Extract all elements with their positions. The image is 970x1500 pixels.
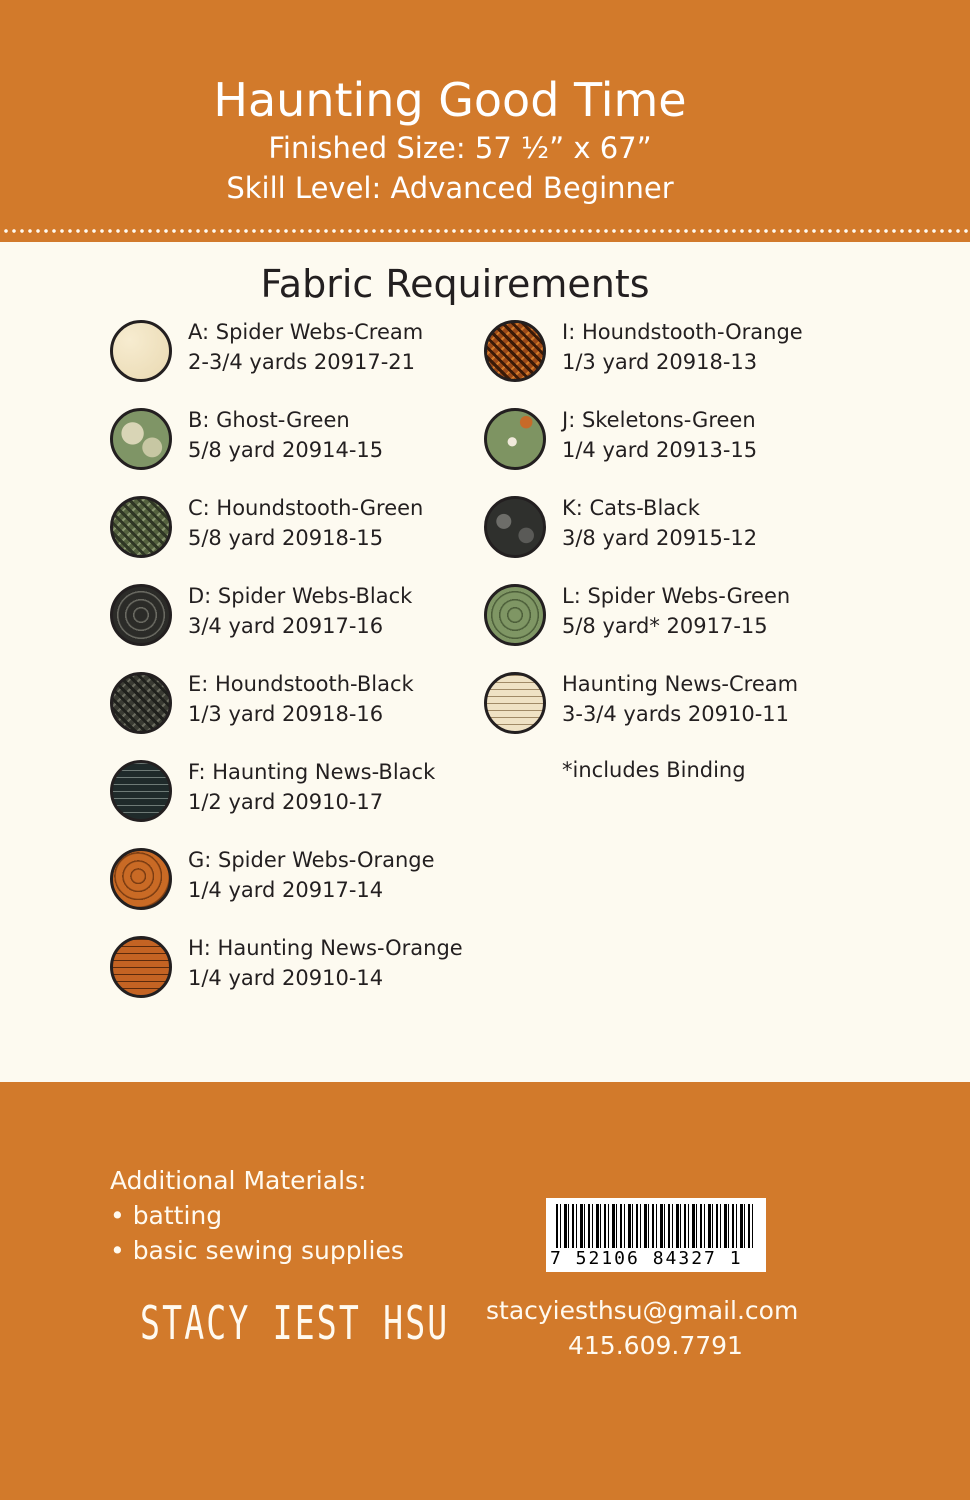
fabric-name: I: Houndstooth-Orange <box>562 320 803 344</box>
barcode-bars <box>556 1204 756 1248</box>
pattern-title: Haunting Good Time <box>213 73 687 127</box>
fabric-requirements-heading: Fabric Requirements <box>260 262 650 306</box>
fabric-name: F: Haunting News-Black <box>188 760 436 784</box>
fabric-swatch-icon <box>484 584 546 646</box>
dotted-divider-top <box>0 228 970 234</box>
contact-phone[interactable]: 415.609.7791 <box>568 1331 743 1360</box>
fabric-name: G: Spider Webs-Orange <box>188 848 435 872</box>
material-item: • basic sewing supplies <box>110 1236 404 1265</box>
skill-level: Skill Level: Advanced Beginner <box>226 171 674 205</box>
fabric-requirements-panel <box>0 242 970 1082</box>
fabric-swatch-icon <box>110 320 172 382</box>
additional-materials-title: Additional Materials: <box>110 1166 367 1195</box>
fabric-quantity: 1/4 yard 20913-15 <box>562 438 758 462</box>
fabric-name: Haunting News-Cream <box>562 672 799 696</box>
fabric-quantity: 3-3/4 yards 20910-11 <box>562 702 790 726</box>
fabric-name: L: Spider Webs-Green <box>562 584 791 608</box>
barcode <box>546 1198 766 1272</box>
barcode-digits: 7 52106 84327 1 <box>550 1248 743 1269</box>
fabric-swatch-icon <box>110 760 172 822</box>
fabric-swatch-icon <box>484 320 546 382</box>
fabric-swatch-icon <box>484 496 546 558</box>
fabric-quantity: 1/2 yard 20910-17 <box>188 790 384 814</box>
fabric-quantity: 1/3 yard 20918-13 <box>562 350 758 374</box>
finished-size: Finished Size: 57 ½” x 67” <box>268 131 652 165</box>
fabric-quantity: 3/8 yard 20915-12 <box>562 526 758 550</box>
fabric-swatch-icon <box>110 672 172 734</box>
fabric-name: B: Ghost-Green <box>188 408 350 432</box>
fabric-name: K: Cats-Black <box>562 496 700 520</box>
binding-note: *includes Binding <box>562 758 746 782</box>
fabric-name: C: Houndstooth-Green <box>188 496 424 520</box>
footer-band <box>0 1082 970 1500</box>
fabric-quantity: 5/8 yard 20914-15 <box>188 438 384 462</box>
fabric-swatch-icon <box>110 936 172 998</box>
fabric-swatch-icon <box>484 672 546 734</box>
fabric-swatch-icon <box>110 496 172 558</box>
contact-email[interactable]: stacyiesthsu@gmail.com <box>486 1296 799 1325</box>
fabric-name: E: Houndstooth-Black <box>188 672 414 696</box>
fabric-swatch-icon <box>110 848 172 910</box>
fabric-quantity: 5/8 yard* 20917-15 <box>562 614 768 638</box>
fabric-quantity: 1/4 yard 20910-14 <box>188 966 384 990</box>
fabric-quantity: 1/3 yard 20918-16 <box>188 702 384 726</box>
designer-signature: STACY IEST HSU <box>140 1296 450 1350</box>
fabric-quantity: 3/4 yard 20917-16 <box>188 614 384 638</box>
fabric-name: D: Spider Webs-Black <box>188 584 413 608</box>
fabric-quantity: 5/8 yard 20918-15 <box>188 526 384 550</box>
fabric-swatch-icon <box>110 584 172 646</box>
fabric-quantity: 1/4 yard 20917-14 <box>188 878 384 902</box>
fabric-name: J: Skeletons-Green <box>562 408 756 432</box>
fabric-quantity: 2-3/4 yards 20917-21 <box>188 350 416 374</box>
fabric-swatch-icon <box>110 408 172 470</box>
material-item: • batting <box>110 1201 223 1230</box>
header-band <box>0 0 970 232</box>
fabric-name: A: Spider Webs-Cream <box>188 320 424 344</box>
fabric-swatch-icon <box>484 408 546 470</box>
fabric-name: H: Haunting News-Orange <box>188 936 463 960</box>
